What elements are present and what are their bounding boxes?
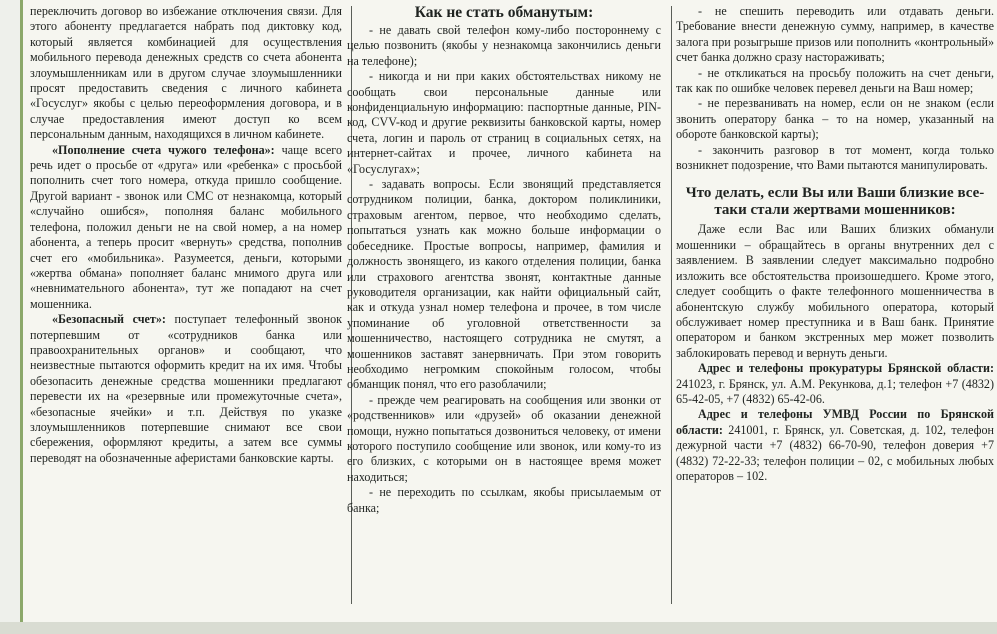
- section-title: «Пополнение счета чужого телефона»:: [52, 142, 275, 157]
- paragraph-text: поступает телефонный звонок потерпевшим от «сотрудников банка или правоохранительных органов» и сообщают, что неизвестные пытаются оформить кредит на их имя. Чтобы обезопасить денежные средства мошенники предлагают перевести их на «резервные или промежуточные счета», «безопасные ячейки» и т.п. Действуя по указке злоумышленников потерпевшие снимают все свои сбережения, оформляют кредиты, а затем все суммы переводят на обозначенные аферистами банковские карты.: [30, 312, 342, 465]
- address-title: Адрес и телефоны УМВД России по Брянской области:: [676, 407, 994, 437]
- list-item: - не перезванивать на номер, если он не знаком (если звонить оператору банка – то на номер, указанный на обороте банковской карты);: [676, 96, 994, 142]
- list-item: - не откликаться на просьбу положить на счет деньги, так как по ошибке человек перевел деньги на Ваш номер;: [676, 65, 994, 96]
- column-left: [30, 4, 342, 466]
- list-item: - никогда и ни при каких обстоятельствах никому не сообщать свои персональные данные или конфиденциальную информацию: паспортные данные, PIN-код, CVV-код и другие реквизиты банковской карты, номер счета, логин и пароль от страниц в социальных сетях, на интернет-сайтах и прочее, личного кабинета на «Госуслугах»;: [347, 69, 661, 176]
- list-item: - прежде чем реагировать на сообщения или звонки от «родственников» или «друзей» об оказании денежной помощи, нужно попытаться дозвониться человеку, от имени которого поступило сообщение или звонок, или кому-то из его близких, с которыми он в настоящее время может находиться;: [347, 392, 661, 484]
- address-text: 241023, г. Брянск, ул. А.М. Рекункова, д.1; телефон +7 (4832) 65-42-05, +7 (4832) 65-42-06.: [676, 376, 994, 406]
- column-divider: [671, 6, 672, 604]
- list-item: - не переходить по ссылкам, якобы присылаемым от банка;: [347, 485, 661, 515]
- page-bottom-edge: [0, 622, 997, 634]
- paragraph: [676, 407, 994, 484]
- section-heading: Как не стать обманутым:: [414, 4, 594, 21]
- section-heading: Что делать, если Вы или Ваши близкие все-таки стали жертвами мошенников:: [685, 185, 985, 219]
- paragraph-text: чаще всего речь идет о просьбе от «друга» или «ребенка» с просьбой пополнить счет того номера, откуда пришло сообщение. Другой вариант - звонок или СМС от незнакомца, который «случайно ошибся», пополняя баланс мобильного телефона, положил деньги не на свой номер, а на номер абонента, а теперь просит «вернуть» средства, пополнив счет его «мобильника». Разумеется, деньги, которыми «жертва обмана» пополняет баланс мнимого друга или «невнимательного абонента», тут же попадают на счет мошенника.: [30, 142, 342, 311]
- paragraph: [30, 143, 342, 312]
- paragraph: [30, 312, 342, 466]
- paragraph: Даже если Вас или Ваших близких обманули мошенники – обращайтесь в органы внутренних дел с заявлением. В заявлении следует максимально подробно изложить все обстоятельства произошедшего. Кроме этого, следует сообщить о факте телефонного мошенничества в абонентскую службу мобильного оператора, который обслуживает номер преступника и в Ваш банк. Принятие оператором и банком экстренных мер может позволить заблокировать перевод и вернуть деньги.: [676, 222, 994, 360]
- address-text: 241001, г. Брянск, ул. Советская, д. 102, телефон дежурной части +7 (4832) 66-70-90, телефон доверия +7 (4832) 72-22-33; телефон полиции – 02, с мобильных любых операторов – 102.: [676, 422, 994, 483]
- paragraph: переключить договор во избежание отключения связи. Для этого абоненту предлагается набрать под диктовку код, который является комбинацией для осуществления мобильного перевода денежных средств со счета абонента злоумышленникам или в другом случае злоумышленники просят предоставить сведения с личного кабинета «Госуслуг» якобы с целью переоформления договора, и в случае предоставления имеют доступ ко всем персональным данным, находящихся в личном кабинете.: [30, 4, 342, 142]
- section-title: «Безопасный счет»:: [52, 312, 166, 327]
- paragraph: [676, 361, 994, 407]
- list-item: - не спешить переводить или отдавать деньги. Требование внести денежную сумму, например, в качестве залога при розыгрыше призов или пополнить «контрольный» счет банка должно сразу настораживать;: [676, 4, 994, 65]
- list-item: - закончить разговор в тот момент, когда только возникнет подозрение, что Вами пытаются манипулировать.: [676, 142, 994, 173]
- column-right: [676, 4, 994, 484]
- document-page: [20, 0, 997, 622]
- list-item: - не давать свой телефон кому-либо постороннему с целью позвонить (якобы у незнакомца закончились деньги на телефоне);: [347, 23, 661, 68]
- list-item: - задавать вопросы. Если звонящий представляется сотрудником полиции, банка, доктором поликлиники, страховым агентом, первое, что необходимо сделать, попытаться узнать как можно больше информации о собеседнике. Простые вопросы, например, фамилия и должность звонящего, из какого отделения полиции, банка или страхового агентства звонят, контактные данные руководителя организации, как найти официальный сайт, как и откуда узнал номер телефона и прочее, в том числе упоминание об уголовной ответственности за мошенничество, настоящего сотрудника не смутят, а мошенников заставят занервничать. При этом говорить необходимо негромким спокойным голосом, чтобы обманщик понял, что его разоблачили;: [347, 177, 661, 392]
- column-middle: [347, 4, 661, 516]
- address-title: Адрес и телефоны прокуратуры Брянской области:: [698, 361, 994, 376]
